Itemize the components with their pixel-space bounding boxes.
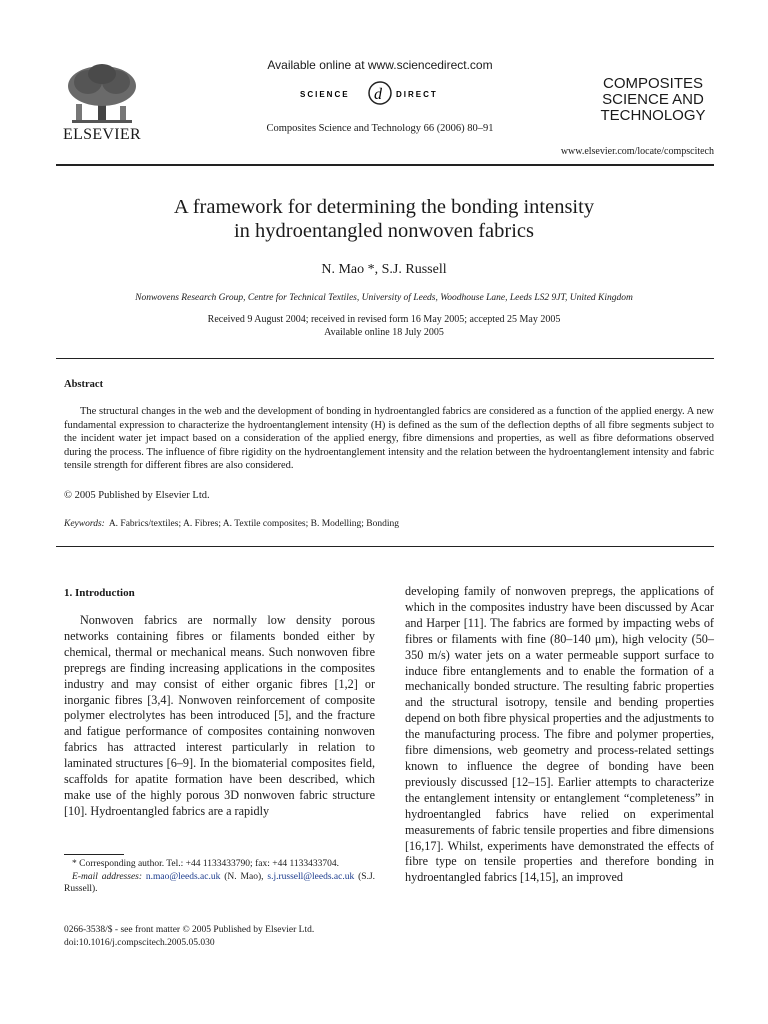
journal-url-link[interactable]: www.elsevier.com/locate/compscitech xyxy=(560,146,714,157)
keywords-label: Keywords: xyxy=(64,519,105,529)
article-title xyxy=(60,195,708,243)
abstract-heading: Abstract xyxy=(64,379,104,390)
issn-line: 0266-3538/$ - see front matter © 2005 Published by Elsevier Ltd. xyxy=(64,925,315,935)
email-link-russell[interactable]: s.j.russell@leeds.ac.uk xyxy=(267,871,355,882)
header-divider xyxy=(56,164,714,166)
doi-line: doi:10.1016/j.compscitech.2005.05.030 xyxy=(64,937,215,948)
available-online-text: Available online at www.sciencedirect.com xyxy=(267,58,493,72)
svg-text:SCIENCE: SCIENCE xyxy=(300,90,350,99)
abstract-top-divider xyxy=(56,358,714,359)
journal-name-line1: COMPOSITES xyxy=(602,75,703,92)
received-dates: Received 9 August 2004; received in revised form 16 May 2005; accepted 25 May 2005 xyxy=(207,314,561,325)
journal-name-line3: TECHNOLOGY xyxy=(600,107,706,124)
keywords xyxy=(64,519,399,529)
issn-doi xyxy=(64,924,314,949)
affiliation: Nonwovens Research Group, Centre for Technical Textiles, University of Leeds, Woodhouse Lane, Leeds LS2 9JT, United Kingdom xyxy=(135,293,633,303)
left-column-text: Nonwoven fabrics are normally low density porous networks containing fibres or filaments bonded either by chemical, thermal or mechanical means. Such nonwoven fibre prepregs are finding increasing applications in the composites industry and may consist of either organic fibres [1,2] or inorganic fibres [3,4]. Nonwoven reinforcement of composite polymer electrolytes has been introduced [5], and the fracture and fatigue performance of composites containing nonwoven fabrics has attracted interest particularly in relation to laminated structures [6–9]. In the biomaterial composites field, scaffolds for apatite formation have been described, which make use of the highly porous 3D nonwoven fabric structure [10]. Hydroentangled fabrics are a rapidly xyxy=(64,613,375,818)
article-dates xyxy=(60,313,708,339)
authors: N. Mao *, S.J. Russell xyxy=(321,262,447,277)
section-heading: 1. Introduction xyxy=(64,587,135,599)
publisher-name: ELSEVIER xyxy=(63,126,141,143)
journal-name-line2: SCIENCE AND xyxy=(602,91,704,108)
copyright-notice: © 2005 Published by Elsevier Ltd. xyxy=(64,490,210,501)
email-owner-mao: (N. Mao), xyxy=(224,871,264,882)
email-link-mao[interactable]: n.mao@leeds.ac.uk xyxy=(145,871,221,882)
footnote xyxy=(64,858,375,896)
abstract-text: The structural changes in the web and the development of bonding in hydroentangled fabrics are considered as a function of the applied energy. A new fundamental expression to characterize the hydroentanglement intensity (H) is defined as the sum of the deflection depths of all fibre segments subject to the incident water jet impact based on a consideration of the applied energy, fibre dimensions and properties, as well as fibre deformations observed during the process. The influence of fibre rigidity on the hydroentanglement intensity and the relation between the hydroentanglement intensity and fabric tensile strength for different fibres are also considered. xyxy=(64,406,714,472)
email-label: E-mail addresses: xyxy=(72,871,143,882)
svg-text:DIRECT: DIRECT xyxy=(396,90,438,99)
keywords-list: A. Fabrics/textiles; A. Fibres; A. Textile composites; B. Modelling; Bonding xyxy=(108,519,400,529)
email-owner-russell: (S.J. Russell). xyxy=(64,871,376,894)
sciencedirect-logo-icon xyxy=(296,78,464,108)
available-date: Available online 18 July 2005 xyxy=(324,327,444,338)
abstract-bottom-divider xyxy=(56,546,714,547)
journal-name xyxy=(590,76,716,124)
title-line2: in hydroentangled nonwoven fabrics xyxy=(233,220,534,242)
left-column xyxy=(64,613,375,820)
title-line1: A framework for determining the bonding intensity xyxy=(173,196,595,218)
journal-citation: Composites Science and Technology 66 (2006) 80–91 xyxy=(266,123,494,134)
right-column-text: developing family of nonwoven prepregs, the applications of which in the composites industry have been discussed by Acar and Harper [11]. The fabrics are formed by impacting webs of fibres or filaments with fine (80–140 μm), high velocity (50–350 m/s) water jets on a water permeable support surface to induce fibre entanglements and to enable the formation of a mechanically bonded structure. The resulting fabric properties and the structural isotropy, tensile and bending properties depend on both fibre physical properties and the adjustments to the manufacturing process. The fibre and polymer properties, fibre dimensions, web geometry and process-related settings known to influence the degree of bonding have been previously discussed [12–15]. Earlier attempts to characterize the entanglement intensity or entanglement “completeness” in hydroentangled fabrics have relied on experimental measurements of fabric tensile properties and fibre dimensions [16,17]. Whilst, experiments have demonstrated the effects of fibre type on tensile properties and therefore bonding in hydroentangled fabrics [14,15], an improved xyxy=(405,584,715,885)
footnote-divider xyxy=(64,854,124,855)
email-line xyxy=(64,871,375,896)
abstract-body xyxy=(64,405,714,473)
corresponding-author: * Corresponding author. Tel.: +44 1133433790; fax: +44 1133433704. xyxy=(72,859,339,869)
right-column xyxy=(405,584,714,886)
svg-text:d: d xyxy=(374,86,382,103)
